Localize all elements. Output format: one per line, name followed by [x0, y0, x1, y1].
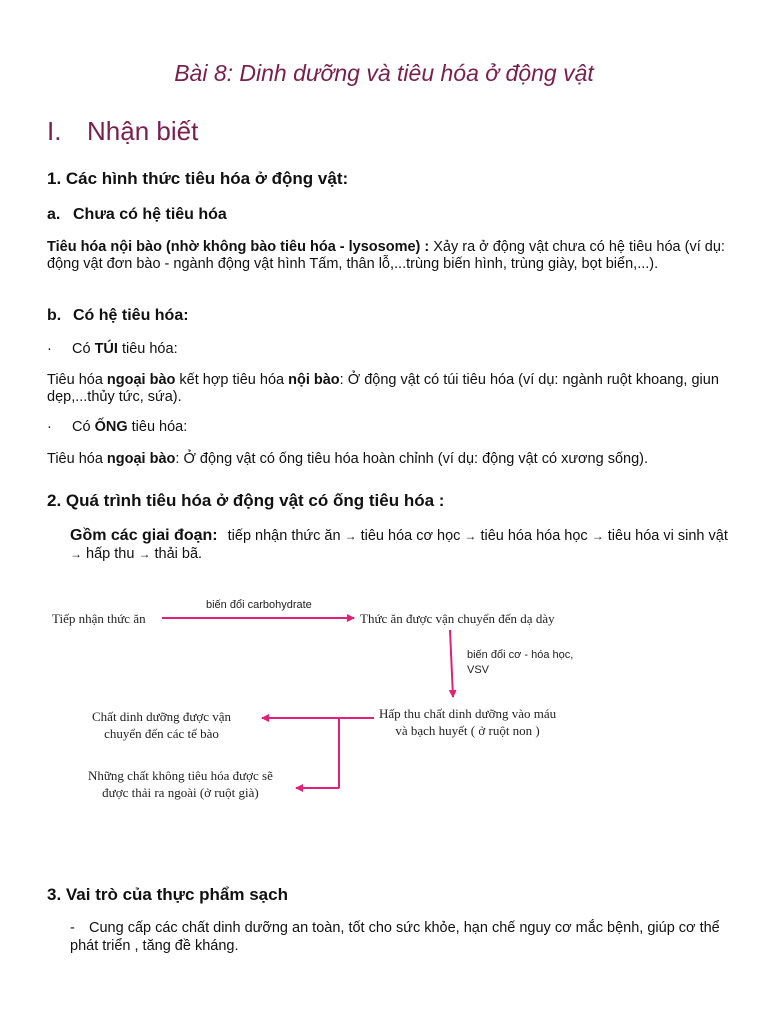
- stages-label: Gồm các giai đoạn:: [70, 527, 218, 544]
- paragraph-tui-b1: ngoại bào: [106, 372, 176, 388]
- bullet-ong-post: tiêu hóa:: [127, 419, 188, 435]
- stage-arrow-icon: →: [464, 529, 477, 543]
- section-label: Nhận biết: [87, 116, 199, 146]
- node-stomach: Thức ăn được vận chuyển đến dạ dày: [360, 611, 555, 626]
- heading-digestion-forms: 1. Các hình thức tiêu hóa ở động vật:: [47, 169, 349, 188]
- label-carbohydrate: biến đổi carbohydrate: [206, 599, 312, 611]
- bullet-ong-pre: Có: [72, 419, 95, 435]
- clean-food-text: Cung cấp các chất dinh dưỡng an toàn, tốt cho sức khỏe, hạn chế nguy cơ mắc bệnh, giúp cơ thể phát triển , tăng đề kháng.: [70, 920, 720, 954]
- paragraph-intracellular-text: Xảy ra ở động vật chưa có hệ tiêu hóa (ví dụ: động vật đơn bào - ngành động vật hình Tấm, thân lỗ,...trùng biến hình, trùng giày, bọt biển,...).: [47, 239, 725, 272]
- bullet-dot: ·: [47, 419, 52, 435]
- subheading-a-label: Chưa có hệ tiêu hóa: [73, 206, 227, 223]
- dash-bullet: -: [70, 920, 75, 936]
- node-intake: Tiếp nhận thức ăn: [52, 611, 146, 626]
- heading-process: 2. Quá trình tiêu hóa ở động vật có ống tiêu hóa :: [47, 491, 445, 510]
- stage-6: thải bã.: [154, 546, 203, 562]
- node-absorption-line-1: Hấp thu chất dinh dưỡng vào máu: [379, 706, 557, 721]
- node-absorption-line-2: và bạch huyết ( ở ruột non ): [395, 723, 540, 738]
- node-waste-line-1: Những chất không tiêu hóa được sẽ: [88, 768, 273, 783]
- paragraph-tui-b2: nội bào: [288, 372, 340, 388]
- paragraph-tui-post: : Ở động vật có túi tiêu hóa (ví dụ: ngành ruột khoang, giun dẹp,...thủy tức, sứa).: [47, 372, 719, 405]
- page-title: Bài 8: Dinh dưỡng và tiêu hóa ở động vật: [174, 60, 594, 86]
- paragraph-ong-pre: Tiêu hóa: [47, 451, 107, 467]
- paragraph-tui-pre: Tiêu hóa: [47, 372, 107, 388]
- label-mechanical-line-1: biến đổi cơ - hóa học,: [467, 649, 574, 661]
- bullet-dot: ·: [47, 341, 52, 357]
- heading-clean-food: 3. Vai trò của thực phẩm sạch: [47, 885, 288, 904]
- clean-food-paragraph: [70, 919, 730, 955]
- stage-arrow-icon: →: [591, 529, 604, 543]
- label-mechanical-line-2: VSV: [467, 664, 490, 676]
- bullet-tui-post: tiêu hóa:: [117, 341, 178, 357]
- stage-arrow-icon: →: [138, 547, 151, 561]
- arrow-stomach-to-absorption: [450, 630, 453, 697]
- node-cells-line-1: Chất dinh dưỡng được vận: [92, 709, 232, 724]
- stage-1: tiếp nhận thức ăn: [227, 528, 341, 544]
- subheading-a-letter: a.: [47, 206, 61, 223]
- stage-2: tiêu hóa cơ học: [360, 528, 461, 544]
- bullet-tui-pre: Có: [72, 341, 95, 357]
- node-cells-line-2: chuyển đến các tế bào: [104, 726, 219, 741]
- paragraph-intracellular-bold: Tiêu hóa nội bào (nhờ không bào tiêu hóa - lysosome) :: [47, 239, 430, 255]
- stage-arrow-icon: →: [344, 529, 357, 543]
- paragraph-tui-mid: kết hợp tiêu hóa: [175, 372, 289, 388]
- stage-5: hấp thu: [86, 546, 135, 562]
- paragraph-ong-b1: ngoại bào: [106, 451, 176, 467]
- subheading-b-label: Có hệ tiêu hóa:: [73, 307, 189, 324]
- paragraph-ong-post: : Ở động vật có ống tiêu hóa hoàn chỉnh (ví dụ: động vật có xương sống).: [175, 451, 648, 467]
- node-waste-line-2: được thải ra ngoài (ở ruột già): [102, 785, 259, 800]
- bullet-ong-bold: ỐNG: [94, 419, 128, 435]
- subheading-b-letter: b.: [47, 307, 62, 324]
- bullet-tui-bold: TÚI: [94, 341, 118, 357]
- stage-arrow-icon: →: [70, 547, 82, 561]
- stage-4: tiêu hóa vi sinh vật: [607, 528, 728, 544]
- section-numeral: I.: [47, 116, 62, 146]
- stage-3: tiêu hóa hóa học: [480, 528, 588, 544]
